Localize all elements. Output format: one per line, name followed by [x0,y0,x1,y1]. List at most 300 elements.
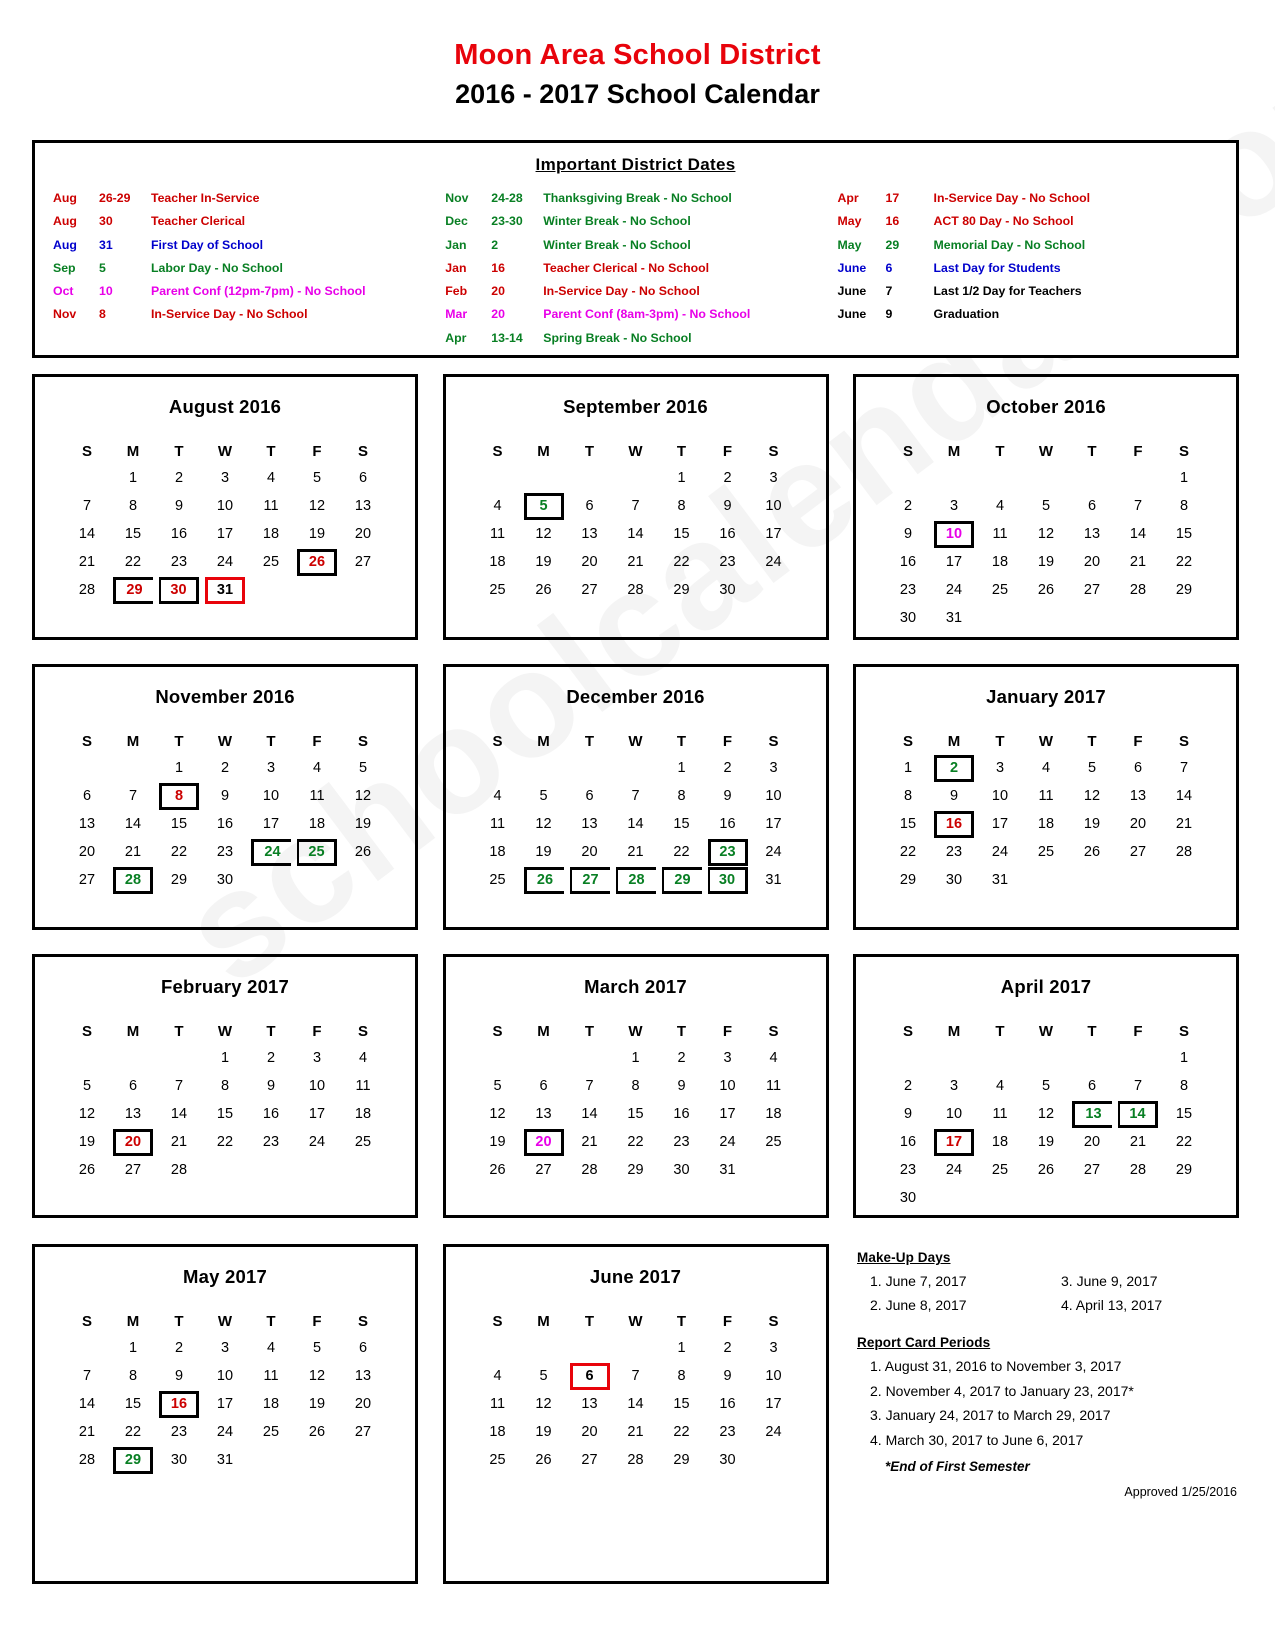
day-number: 8 [903,788,913,804]
week-row [885,866,1207,894]
day-number: 8 [220,1078,230,1094]
weekday-header: M [537,442,550,460]
day-number: 6 [1133,760,1143,776]
day-number: 10 [719,1078,736,1094]
important-date-row [53,303,445,326]
makeup-day-item: 2. June 8, 2017 [870,1297,967,1313]
day-cell [475,782,521,810]
weekday-header: T [584,442,595,460]
day-number: 5 [82,1078,92,1094]
day-number: 10 [765,788,782,804]
day-number: 20 [1083,1134,1101,1150]
day-cell-highlighted[interactable] [613,866,659,894]
important-date-row [445,280,837,303]
day-number: 3 [312,1050,322,1066]
day-cell-empty [885,464,931,492]
weekday-header: W [628,442,643,460]
day-cell [1161,464,1207,492]
day-number: 29 [1175,1162,1193,1178]
day-number: 14 [170,1106,188,1122]
weekday-header: T [1087,732,1097,750]
day-cell-empty [1023,866,1069,894]
month-card [32,954,418,1218]
day-cell [110,1100,156,1128]
day-cell [931,838,977,866]
weekday-header: S [81,442,92,460]
day-cell [294,492,340,520]
day-cell [931,492,977,520]
day-cell-empty [1023,464,1069,492]
day-number: 23 [170,1424,188,1440]
day-cell [613,782,659,810]
day-cell [705,1362,751,1390]
date-day: 29 [885,237,900,252]
weekday-header: S [492,1022,503,1040]
day-number: 27 [581,582,598,598]
date-description: Last Day for Students [933,260,1061,275]
day-cell [1161,782,1207,810]
day-cell-empty [751,576,797,604]
day-cell-highlighted[interactable] [931,520,977,548]
important-district-dates-panel [32,140,1239,358]
day-number: 9 [903,526,913,542]
day-number: 14 [1118,1101,1158,1128]
day-number: 18 [489,1424,506,1440]
weekday-header-row [64,1308,386,1334]
day-cell-empty [521,1044,567,1072]
day-cell [659,1156,705,1184]
month-grid [475,728,797,894]
day-number: 13 [1129,788,1147,804]
day-number: 15 [673,816,690,832]
day-cell-empty [613,1334,659,1362]
day-number: 6 [570,1363,610,1390]
day-cell-highlighted[interactable] [705,838,751,866]
day-cell-highlighted[interactable] [202,576,248,604]
day-cell [156,1100,202,1128]
day-cell-empty [64,464,110,492]
day-number: 30 [945,872,963,888]
week-row [475,1156,797,1184]
day-number: 9 [174,498,184,514]
day-cell [248,1418,294,1446]
day-cell-highlighted[interactable] [659,866,705,894]
date-day: 2 [491,237,499,252]
day-cell [659,1334,705,1362]
day-number: 19 [1037,1134,1055,1150]
weekday-header: T [174,732,184,750]
day-number: 22 [170,844,188,860]
week-row [64,1334,386,1362]
day-number: 1 [1179,1050,1189,1066]
day-cell [110,1418,156,1446]
day-number: 9 [949,788,959,804]
day-number: 10 [934,521,974,548]
important-date-row [53,234,445,257]
day-cell-empty [1069,604,1115,632]
month-title: May 2017 [183,1266,267,1287]
day-cell [202,1362,248,1390]
day-number: 14 [78,526,96,542]
day-number: 3 [220,470,230,486]
day-cell [567,576,613,604]
day-number: 26 [1083,844,1101,860]
day-number: 25 [489,1452,506,1468]
day-cell-highlighted[interactable] [110,1446,156,1474]
day-cell-highlighted[interactable] [110,1128,156,1156]
date-day: 20 [491,284,505,299]
day-number: 7 [631,788,640,804]
day-cell [659,782,705,810]
day-cell [156,548,202,576]
day-number: 26 [1037,582,1055,598]
day-cell-highlighted[interactable] [110,576,156,604]
day-cell [977,754,1023,782]
day-number: 31 [765,872,782,888]
day-number: 16 [216,816,234,832]
weekday-header: T [266,1312,276,1330]
day-number: 8 [128,498,138,514]
day-number: 10 [216,1368,234,1384]
week-row [475,576,797,604]
day-number: 7 [631,1368,640,1384]
week-row [885,1128,1207,1156]
day-number: 19 [308,1396,326,1412]
day-cell-empty [294,576,340,604]
day-cell [340,464,386,492]
day-cell [613,548,659,576]
day-cell-empty [977,1044,1023,1072]
day-cell [977,782,1023,810]
day-number: 3 [995,760,1005,776]
day-cell [340,1072,386,1100]
week-row [64,492,386,520]
day-number: 19 [308,526,326,542]
day-cell [521,1362,567,1390]
day-cell-highlighted[interactable] [521,492,567,520]
day-cell [248,520,294,548]
day-number: 10 [945,1106,963,1122]
day-cell [977,520,1023,548]
day-cell [110,464,156,492]
day-number: 24 [308,1134,326,1150]
date-day: 9 [885,307,893,322]
day-number: 25 [765,1134,782,1150]
date-day: 26-29 [99,191,131,205]
day-cell [202,1334,248,1362]
day-number: 2 [934,755,974,782]
day-number: 16 [170,526,188,542]
week-row [475,1418,797,1446]
day-cell [110,782,156,810]
day-cell [156,1446,202,1474]
day-cell-empty [1069,1184,1115,1212]
important-date-row [838,210,1220,233]
day-number: 30 [899,610,917,626]
day-cell-empty [475,1044,521,1072]
day-cell [613,520,659,548]
weekday-header: S [902,1022,913,1040]
day-number: 26 [524,867,564,894]
day-number: 24 [216,554,234,570]
weekday-header-row [885,438,1207,464]
important-date-row [53,187,445,210]
date-day: 5 [99,260,106,275]
day-cell-highlighted[interactable] [156,782,202,810]
weekday-header: W [217,442,233,460]
month-card [443,374,829,640]
day-cell [1115,838,1161,866]
day-cell-empty [1023,1184,1069,1212]
day-number: 1 [128,470,138,486]
month-card [32,374,418,640]
day-number: 23 [899,1162,917,1178]
important-date-row [445,257,837,280]
week-row [885,782,1207,810]
day-number: 4 [995,498,1005,514]
day-cell [1023,1100,1069,1128]
day-number: 31 [205,577,245,604]
day-number: 27 [354,554,372,570]
day-number: 26 [297,549,337,576]
month-card [853,954,1239,1218]
day-cell-empty [340,1156,386,1184]
weekday-header: M [537,1312,550,1330]
weekday-header: F [1133,732,1143,750]
day-cell [64,1390,110,1418]
day-cell [1161,548,1207,576]
day-number: 19 [78,1134,96,1150]
day-number: 26 [535,582,552,598]
day-cell [659,520,705,548]
day-number: 15 [216,1106,234,1122]
day-cell [1069,754,1115,782]
day-cell-empty [567,754,613,782]
day-number: 11 [1038,788,1054,804]
day-cell [977,548,1023,576]
day-number: 1 [677,760,686,776]
day-cell [613,810,659,838]
day-cell-empty [977,464,1023,492]
day-cell-highlighted[interactable] [567,866,613,894]
date-day: 23-30 [491,214,523,229]
day-number: 1 [174,760,184,776]
day-cell [110,1156,156,1184]
day-cell [294,464,340,492]
weekday-header: T [266,442,276,460]
day-cell-highlighted[interactable] [248,838,294,866]
day-cell [521,838,567,866]
weekday-header: T [584,1022,595,1040]
day-cell-empty [64,1334,110,1362]
weekday-header-row [475,1308,797,1334]
day-number: 4 [493,1368,502,1384]
date-month: Mar [445,307,468,322]
date-description: Labor Day - No School [151,260,283,275]
weekday-header: S [768,442,779,460]
weekday-header: T [995,442,1005,460]
day-cell [885,1156,931,1184]
day-number: 9 [723,1368,732,1384]
day-cell [475,1156,521,1184]
day-cell [885,810,931,838]
day-cell [248,492,294,520]
day-cell [885,1072,931,1100]
day-number: 1 [631,1050,640,1066]
day-cell-highlighted[interactable] [294,548,340,576]
day-number: 15 [673,526,690,542]
day-cell [202,754,248,782]
day-number: 7 [1133,498,1143,514]
day-cell [977,576,1023,604]
day-cell [340,782,386,810]
day-number: 6 [585,498,594,514]
day-cell [340,810,386,838]
day-number: 25 [991,582,1009,598]
day-cell [475,492,521,520]
day-number: 17 [945,554,963,570]
day-cell [340,548,386,576]
month-row-2 [32,664,1239,930]
day-cell [885,1184,931,1212]
day-cell [294,1418,340,1446]
day-number: 17 [765,816,782,832]
day-cell [248,1334,294,1362]
day-cell [567,810,613,838]
date-day: 16 [885,214,900,229]
day-number: 28 [627,1452,644,1468]
day-cell [340,838,386,866]
day-number: 2 [723,470,732,486]
day-cell-highlighted[interactable] [931,1128,977,1156]
day-number: 14 [581,1106,598,1122]
day-cell [156,1128,202,1156]
weekday-header: F [1133,1022,1143,1040]
weekday-header: S [492,732,503,750]
day-cell [1161,1128,1207,1156]
day-number: 29 [627,1162,644,1178]
month-grid [64,438,386,604]
day-cell-highlighted[interactable] [567,1362,613,1390]
day-number: 23 [719,554,736,570]
day-number: 13 [78,816,96,832]
day-cell-highlighted[interactable] [294,838,340,866]
day-number: 22 [1175,1134,1193,1150]
day-cell-highlighted[interactable] [521,1128,567,1156]
day-cell-highlighted[interactable] [521,866,567,894]
day-cell [248,464,294,492]
day-cell-empty [1161,1184,1207,1212]
day-cell-empty [521,1334,567,1362]
day-cell-empty [1069,866,1115,894]
day-cell [751,520,797,548]
day-cell-highlighted[interactable] [156,576,202,604]
day-cell [521,1446,567,1474]
day-cell [885,492,931,520]
day-cell [567,1100,613,1128]
day-cell [110,1362,156,1390]
day-cell [567,1390,613,1418]
week-row [475,1072,797,1100]
day-cell [751,548,797,576]
day-number: 17 [308,1106,326,1122]
weekday-header: S [768,732,779,750]
day-cell-highlighted[interactable] [1069,1100,1115,1128]
day-cell-highlighted[interactable] [1115,1100,1161,1128]
day-cell [156,1156,202,1184]
day-cell [110,1072,156,1100]
page-title: Moon Area School District [454,39,821,71]
day-cell [248,754,294,782]
weekday-header: W [628,1022,643,1040]
date-description: In-Service Day - No School [151,307,308,322]
day-cell [977,1156,1023,1184]
day-cell [885,1100,931,1128]
day-cell-empty [1069,1044,1115,1072]
day-number: 3 [949,1078,959,1094]
day-cell [202,1044,248,1072]
day-cell [977,1100,1023,1128]
date-month: Nov [445,191,469,205]
day-number: 13 [1072,1101,1112,1128]
day-cell [751,1362,797,1390]
important-date-row [445,234,837,257]
day-cell [1161,576,1207,604]
day-number: 20 [1129,816,1147,832]
day-number: 4 [493,498,502,514]
day-cell [340,492,386,520]
day-number: 19 [535,844,552,860]
week-row [475,464,797,492]
week-row [64,1362,386,1390]
day-number: 1 [128,1340,138,1356]
weekday-header: S [357,1022,368,1040]
day-cell [659,1100,705,1128]
day-cell [977,1128,1023,1156]
day-cell-highlighted[interactable] [110,866,156,894]
day-cell-highlighted[interactable] [931,754,977,782]
day-cell-highlighted[interactable] [156,1390,202,1418]
day-cell [977,492,1023,520]
day-number: 11 [765,1078,782,1094]
date-month: Feb [445,284,468,299]
day-cell [931,604,977,632]
day-cell [1115,754,1161,782]
day-cell-empty [340,1446,386,1474]
day-number: 21 [627,554,644,570]
report-card-period-item: 1. August 31, 2016 to November 3, 2017 [870,1358,1122,1374]
day-cell-empty [1115,464,1161,492]
day-cell [521,1156,567,1184]
month-grid [475,1018,797,1184]
day-cell-empty [294,866,340,894]
day-cell [64,1362,110,1390]
day-cell [567,520,613,548]
day-cell-empty [294,1446,340,1474]
weekday-header: S [902,732,913,750]
day-cell [521,810,567,838]
day-cell-highlighted[interactable] [705,866,751,894]
important-dates-columns [35,187,1236,350]
day-number: 5 [1041,1078,1051,1094]
day-cell [659,492,705,520]
day-cell-empty [931,464,977,492]
day-cell [705,1044,751,1072]
important-date-row [838,234,1220,257]
month-row-4 [32,1244,1239,1584]
day-cell-empty [1023,1044,1069,1072]
day-cell-highlighted[interactable] [931,810,977,838]
